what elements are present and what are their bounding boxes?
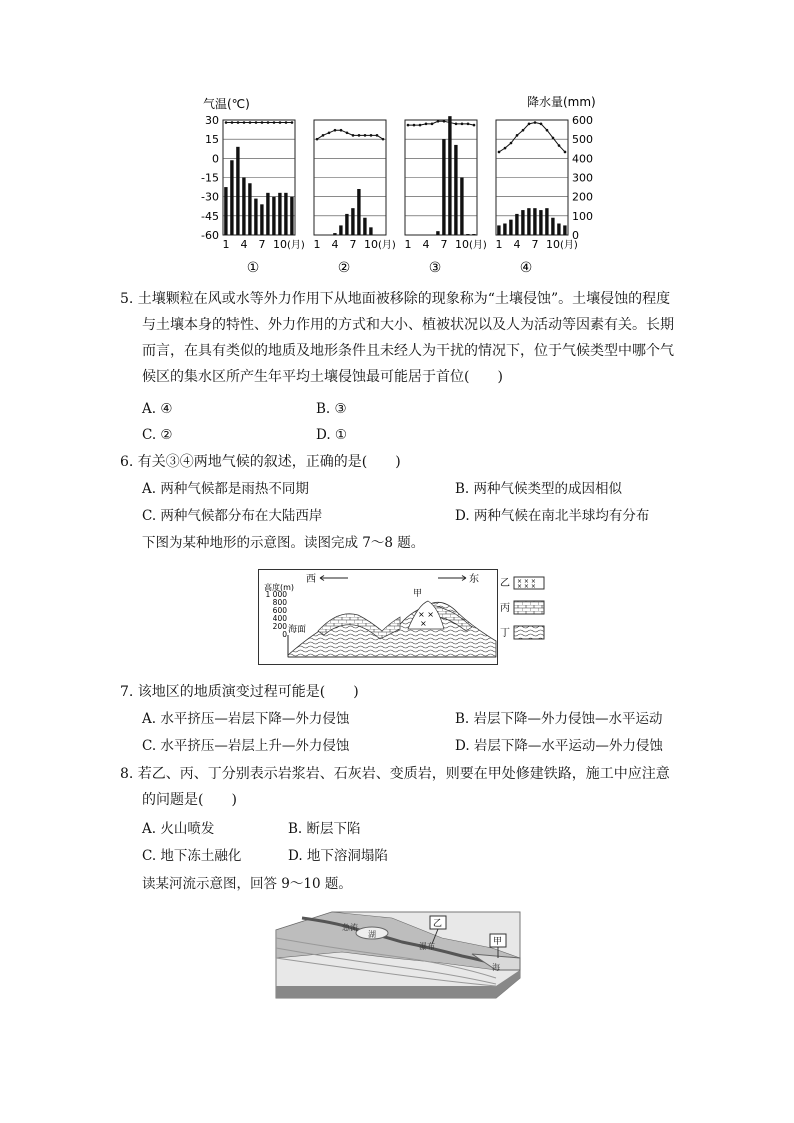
y-right-label: 降水量(mm) bbox=[527, 95, 596, 109]
temperature-point bbox=[352, 134, 355, 137]
y-left-tick: 30 bbox=[205, 114, 219, 127]
question-8 bbox=[120, 761, 690, 813]
x-tick: 10 bbox=[273, 238, 287, 251]
question-5 bbox=[120, 286, 690, 390]
q8-line1: 8. 若乙、丙、丁分别表示岩浆岩、石灰岩、变质岩，则要在甲处修建铁路，施工中应注意 bbox=[120, 766, 670, 782]
terrain-diagram bbox=[258, 569, 548, 665]
svg-text:× × ×: × × × bbox=[517, 578, 536, 585]
panel-label: ② bbox=[337, 260, 351, 276]
temperature-point bbox=[431, 123, 434, 126]
temperature-point bbox=[564, 151, 567, 154]
x-unit: (月) bbox=[469, 240, 487, 251]
q7-option-b[interactable]: B. 岩层下降—外力侵蚀—水平运动 bbox=[455, 711, 663, 727]
temperature-point bbox=[534, 121, 537, 124]
temperature-point bbox=[231, 121, 234, 124]
precip-bar bbox=[236, 147, 239, 235]
temperature-point bbox=[473, 124, 476, 127]
q8-option-c[interactable]: C. 地下冻土融化 bbox=[142, 848, 242, 864]
jia-label: 甲 bbox=[413, 589, 423, 599]
label-sea: 海 bbox=[492, 963, 500, 972]
x-tick: 7 bbox=[531, 238, 539, 251]
height-tick: 0 bbox=[282, 630, 287, 639]
temperature-point bbox=[279, 121, 282, 124]
q5-line4: 候区的集水区所产生年平均土壤侵蚀最可能居于首位( ) bbox=[142, 369, 503, 385]
temperature-point bbox=[510, 142, 513, 145]
x-tick: 7 bbox=[440, 238, 448, 251]
river-diagram bbox=[272, 908, 524, 1000]
height-tick: 400 bbox=[272, 614, 287, 623]
height-tick: 1 000 bbox=[265, 590, 287, 599]
height-tick: 800 bbox=[272, 598, 287, 607]
x-tick: 1 bbox=[404, 238, 412, 251]
temperature-point bbox=[449, 121, 452, 124]
temperature-point bbox=[558, 144, 561, 147]
temperature-point bbox=[370, 134, 373, 137]
legend-yi: 乙 bbox=[500, 578, 510, 589]
y-right-ticks bbox=[572, 114, 593, 242]
panel-label: ④ bbox=[519, 260, 533, 276]
precip-bar bbox=[242, 178, 245, 236]
precip-bar bbox=[460, 178, 463, 236]
x-unit: (月) bbox=[287, 240, 305, 251]
precip-bar bbox=[466, 234, 469, 235]
climate-panel-1 bbox=[223, 120, 305, 276]
precip-bar bbox=[563, 225, 566, 235]
temperature-point bbox=[267, 121, 270, 124]
precip-bar bbox=[557, 224, 560, 236]
y-right-tick: 0 bbox=[572, 229, 579, 242]
x-tick: 1 bbox=[495, 238, 503, 251]
temperature-point bbox=[382, 138, 385, 141]
temperature-point bbox=[225, 121, 228, 124]
precip-bar bbox=[351, 208, 354, 235]
precip-bar bbox=[224, 187, 227, 235]
precip-bar bbox=[284, 193, 287, 235]
q6-option-c[interactable]: C. 两种气候都分布在大陆西岸 bbox=[142, 508, 323, 524]
precip-bar bbox=[254, 199, 257, 235]
q6-option-d[interactable]: D. 两种气候在南北半球均有分布 bbox=[455, 508, 650, 524]
x-unit: (月) bbox=[378, 240, 396, 251]
precip-bar bbox=[272, 197, 275, 235]
q6-option-a[interactable]: A. 两种气候都是雨热不同期 bbox=[142, 481, 309, 497]
temperature-point bbox=[419, 124, 422, 127]
label-waterfall: 瀑布 bbox=[419, 942, 435, 951]
q8-option-d[interactable]: D. 地下溶洞塌陷 bbox=[288, 848, 388, 864]
precip-bar bbox=[497, 225, 500, 235]
y-right-tick: 400 bbox=[572, 152, 593, 166]
q8-line2: 的问题是( ) bbox=[142, 792, 237, 808]
legend bbox=[500, 577, 544, 639]
temperature-point bbox=[291, 121, 294, 124]
label-jia: 甲 bbox=[493, 937, 503, 947]
climate-charts-figure bbox=[195, 92, 605, 282]
precip-bar bbox=[533, 208, 536, 235]
q8-option-a[interactable]: A. 火山喷发 bbox=[142, 821, 215, 837]
temperature-point bbox=[461, 123, 464, 126]
y-left-tick: -45 bbox=[201, 209, 219, 223]
temperature-point bbox=[407, 124, 410, 127]
precip-bar bbox=[357, 189, 360, 235]
q6-option-b[interactable]: B. 两种气候类型的成因相似 bbox=[455, 481, 623, 497]
height-label: 高度(m) bbox=[264, 583, 295, 592]
height-tick: 200 bbox=[272, 622, 287, 631]
temperature-point bbox=[425, 123, 428, 126]
y-left-label: 气温(℃) bbox=[203, 97, 250, 111]
temperature-point bbox=[316, 138, 319, 141]
precip-bar bbox=[545, 208, 548, 235]
y-left-tick: -60 bbox=[201, 229, 219, 242]
y-left-tick: 0 bbox=[212, 152, 219, 166]
temperature-point bbox=[546, 129, 549, 132]
y-left-tick: -30 bbox=[201, 190, 219, 204]
intro-9-10: 读某河流示意图，回答 9～10 题。 bbox=[142, 876, 352, 892]
y-left-tick: 15 bbox=[205, 133, 219, 147]
q5-option-c[interactable]: C. ② bbox=[142, 427, 173, 443]
temperature-point bbox=[334, 129, 337, 132]
temperature-point bbox=[255, 121, 258, 124]
temperature-point bbox=[528, 123, 531, 126]
precip-bar bbox=[521, 210, 524, 235]
precip-bar bbox=[230, 160, 233, 235]
x-tick: 7 bbox=[349, 238, 357, 251]
climate-panels bbox=[223, 116, 578, 276]
label-yi: 乙 bbox=[433, 919, 443, 929]
temperature-point bbox=[261, 121, 264, 124]
climate-panel-3 bbox=[405, 116, 487, 276]
label-rapids: 急流 bbox=[342, 923, 358, 932]
precip-bar bbox=[509, 220, 512, 235]
temperature-point bbox=[540, 123, 543, 126]
precip-bar bbox=[339, 225, 342, 235]
y-right-tick: 500 bbox=[572, 133, 593, 147]
precip-bar bbox=[290, 197, 293, 235]
precip-bar bbox=[551, 218, 554, 235]
precip-bar bbox=[527, 208, 530, 235]
q5-line2: 与土壤本身的特性、外力作用的方式和大小、植被状况以及人为活动等因素有关。长期 bbox=[142, 317, 674, 333]
precip-bar bbox=[436, 231, 439, 235]
precip-bar bbox=[248, 183, 251, 235]
precip-bar bbox=[363, 218, 366, 235]
temperature-point bbox=[437, 120, 440, 123]
x-unit: (月) bbox=[560, 240, 578, 251]
temperature-point bbox=[467, 123, 470, 126]
climate-panel-4 bbox=[496, 120, 578, 276]
precip-bar bbox=[539, 210, 542, 235]
x-tick: 4 bbox=[422, 238, 430, 251]
temperature-point bbox=[328, 131, 331, 134]
temperature-point bbox=[522, 129, 525, 132]
x-tick: 1 bbox=[222, 238, 230, 251]
temperature-point bbox=[443, 120, 446, 123]
q5-option-d[interactable]: D. ① bbox=[316, 427, 348, 443]
temperature-point bbox=[273, 121, 276, 124]
q7-option-a[interactable]: A. 水平挤压—岩层下降—外力侵蚀 bbox=[142, 711, 350, 727]
temperature-point bbox=[413, 124, 416, 127]
temperature-point bbox=[322, 134, 325, 137]
temperature-point bbox=[358, 134, 361, 137]
x-tick: 7 bbox=[258, 238, 266, 251]
q6-stem: 6. 有关③④两地气候的叙述，正确的是( ) bbox=[120, 454, 401, 470]
panel-label: ① bbox=[246, 260, 260, 276]
x-tick: 10 bbox=[364, 238, 378, 251]
precip-bar bbox=[260, 204, 263, 235]
y-right-tick: 200 bbox=[572, 190, 593, 204]
y-right-tick: 300 bbox=[572, 171, 593, 185]
label-lake: 湖 bbox=[368, 930, 376, 939]
x-tick: 1 bbox=[313, 238, 321, 251]
temperature-point bbox=[346, 131, 349, 134]
q5-option-b[interactable]: B. ③ bbox=[316, 401, 347, 417]
x-tick: 10 bbox=[455, 238, 469, 251]
temperature-point bbox=[243, 121, 246, 124]
panel-label: ③ bbox=[428, 260, 442, 276]
precip-bar bbox=[442, 139, 445, 235]
temperature-point bbox=[364, 134, 367, 137]
legend-ding: 丁 bbox=[500, 628, 510, 639]
legend-bing: 丙 bbox=[500, 603, 510, 614]
precip-bar bbox=[333, 233, 336, 235]
temperature-point bbox=[285, 121, 288, 124]
precip-bar bbox=[345, 214, 348, 235]
precip-bar bbox=[454, 145, 457, 235]
y-left-tick: -15 bbox=[201, 171, 219, 185]
x-tick: 4 bbox=[240, 238, 248, 251]
q5-line1: 5. 土壤颗粒在风或水等外力作用下从地面被移除的现象称为“土壤侵蚀”。土壤侵蚀的程度 bbox=[120, 291, 671, 307]
climate-panel-2 bbox=[314, 120, 396, 276]
precip-bar bbox=[503, 224, 506, 236]
q7-stem: 7. 该地区的地质演变过程可能是( ) bbox=[120, 684, 359, 700]
svg-text:× × ×: × × × bbox=[517, 583, 536, 590]
x-tick: 4 bbox=[513, 238, 521, 251]
precip-bar bbox=[515, 214, 518, 235]
q7-option-d[interactable]: D. 岩层下降—水平运动—外力侵蚀 bbox=[455, 738, 663, 754]
y-right-tick: 100 bbox=[572, 209, 593, 223]
temperature-point bbox=[516, 134, 519, 137]
precip-bar bbox=[472, 234, 475, 235]
height-tick: 600 bbox=[272, 606, 287, 615]
temperature-point bbox=[552, 137, 555, 140]
temperature-point bbox=[498, 151, 501, 154]
x-tick: 10 bbox=[546, 238, 560, 251]
svg-text:×: × bbox=[420, 619, 427, 628]
y-right-tick: 600 bbox=[572, 114, 593, 127]
svg-text:× ×: × × bbox=[418, 610, 434, 619]
temperature-point bbox=[340, 129, 343, 132]
sea-level-label: 海面 bbox=[288, 625, 307, 635]
precip-bar bbox=[448, 116, 451, 235]
temperature-point bbox=[249, 121, 252, 124]
q8-option-b[interactable]: B. 断层下陷 bbox=[288, 821, 361, 837]
temperature-point bbox=[376, 134, 379, 137]
q5-line3: 而言，在具有类似的地质及地形条件且未经人为干扰的情况下，位于气候类型中哪个气 bbox=[142, 343, 674, 359]
precip-bar bbox=[369, 227, 372, 235]
temperature-point bbox=[455, 123, 458, 126]
temperature-point bbox=[504, 147, 507, 150]
west-label: 西 bbox=[306, 574, 316, 585]
east-label: 东 bbox=[469, 574, 479, 585]
intro-7-8: 下图为某种地形的示意图。读图完成 7～8 题。 bbox=[142, 535, 425, 551]
precip-bar bbox=[278, 193, 281, 235]
q5-option-a[interactable]: A. ④ bbox=[142, 401, 173, 417]
temperature-point bbox=[237, 121, 240, 124]
precip-bar bbox=[266, 193, 269, 235]
q7-option-c[interactable]: C. 水平挤压—岩层上升—外力侵蚀 bbox=[142, 738, 350, 754]
y-left-ticks bbox=[201, 114, 219, 242]
x-tick: 4 bbox=[331, 238, 339, 251]
